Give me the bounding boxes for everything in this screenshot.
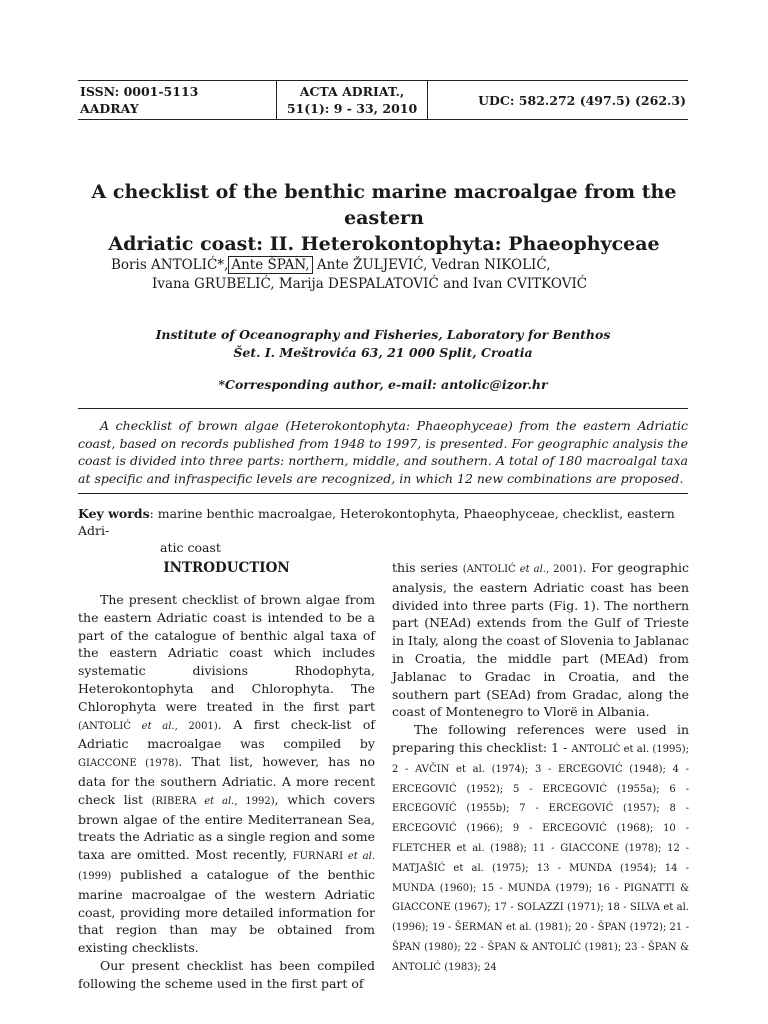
- citation: GIACCONE (1978): [78, 758, 179, 770]
- citation-etal: et al: [519, 564, 543, 575]
- text-run: . A first check-list of Adriatic macroalgae was compiled by: [78, 716, 375, 752]
- citation-year: ., 2001): [171, 720, 218, 732]
- section-heading-introduction: INTRODUCTION: [163, 560, 290, 576]
- text-run: The present checklist of brown algae from the eastern Adriatic coast is intended to be a part of the catalogue of benthic algal taxa of the eastern Adriatic coast which includes systematic divisions Rhodophyta, Heterokontophyta and Chlorophyta. The Chlorophyta were treated in the first part: [78, 592, 375, 714]
- keywords-text: : marine benthic macroalgae, Heterokontophyta, Phaeophyceae, checklist, eastern Adri-: [78, 506, 675, 538]
- citation-etal: et al: [347, 851, 372, 863]
- references-paragraph: [392, 721, 689, 976]
- citation-text: (ANTOLIĆ: [78, 720, 131, 732]
- abstract-text: A checklist of brown algae (Heterokontophyta: Phaeophyceae) from the eastern Adriatic coast, based on records published from 1948 to 1997, is presented. For geographic analysis the coast is divided into three parts: northern, middle, and southern. A total of 180 macroalgal taxa at specific and infraspecific levels are recognized, in which 12 new combinations are proposed.: [78, 418, 688, 486]
- issn: ISSN: 0001-5113: [80, 84, 199, 99]
- header-journal-cell: [276, 81, 428, 119]
- keywords-line-1: [78, 505, 688, 539]
- text-run: published a catalogue of the benthic marine macroalgae of the western Adriatic coast, providing more detailed information for that region than may be obtained from existing checklists.: [78, 866, 375, 956]
- citation-year: ., 2001): [542, 564, 583, 575]
- header-udc-cell: [428, 81, 688, 119]
- author-list: [111, 256, 587, 294]
- intro-paragraph-2: Our present checklist has been compiled following the scheme used in the first part of: [78, 957, 375, 991]
- journal-volume: 51(1): 9 - 33, 2010: [286, 101, 418, 116]
- left-column: [78, 559, 375, 993]
- citation-year: ., 1992): [231, 795, 275, 807]
- aadray: AADRAY: [80, 101, 139, 116]
- citation-text: (RIBERA: [151, 795, 197, 807]
- institution-line-1: Institute of Oceanography and Fisheries, Laboratory for Benthos: [155, 327, 611, 342]
- text-run: The following references were used in preparing this checklist: 1 -: [392, 722, 689, 755]
- corresponding-author: *Corresponding author, e-mail: antolic@izor.hr: [218, 377, 548, 392]
- citation-text: FURNARI: [292, 851, 344, 863]
- header-issn-cell: [78, 81, 276, 119]
- title-line-1: A checklist of the benthic marine macroalgae from the eastern: [91, 181, 677, 229]
- text-run: . For geographic analysis, the eastern Adriatic coast has been divided into three parts (Fig. 1). The northern part (NEAd) extends from the Gulf of Trieste in Italy, along the coast of Slovenia to Jablanac in Croatia, the middle part (MEAd) from Jablanac to Gradac in Croatia, and the southern part (SEAd) from Gradac, along the coast of Montenegro to Vlorë in Albania.: [392, 560, 689, 720]
- author-span-boxed: Ante ŠPAN,: [228, 256, 312, 274]
- paper-title: [60, 179, 708, 257]
- title-line-2: Adriatic coast: II. Heterokontophyta: Phaeophyceae: [108, 233, 660, 255]
- reference-list: ANTOLIĆ et al. (1995); 2 - AVČIN et al. (1974); 3 - ERCEGOVIĆ (1948); 4 - ERCEGOVIĆ (1952); 5 - ERCEGOVIĆ (1955a); 6 - ERCEGOVIĆ (1955b); 7 - ERCEGOVIĆ (1957); 8 - ERCEGOVIĆ (1966); 9 - ERCEGOVIĆ (1968); 10 - FLETCHER et al. (1988); 11 - GIACCONE (1978); 12 - MATJAŠIĆ et al. (1975); 13 - MUNDA (1954); 14 - MUNDA (1960); 15 - MUNDA (1979); 16 - PIGNATTI & GIACCONE (1967); 17 - SOLAZZI (1971); 18 - SILVA et al. (1996); 19 - ŠERMAN et al. (1981); 20 - ŠPAN (1972); 21 - ŠPAN (1980); 22 - ŠPAN & ANTOLIĆ (1981); 23 - ŠPAN & ANTOLIĆ (1983); 24: [392, 743, 690, 973]
- text-run: . That list, however, has no data for the southern Adriatic. A more recent check list: [78, 754, 375, 807]
- author-antolic: Boris ANTOLIĆ*,: [111, 257, 229, 273]
- journal-header: [78, 80, 688, 120]
- authors-line-2: Ivana GRUBELIĆ, Marija DESPALATOVIĆ and Ivan CVITKOVIĆ: [152, 276, 588, 292]
- text-run: this series: [392, 560, 463, 575]
- right-column: [392, 559, 689, 977]
- keywords-label: Key words: [78, 506, 150, 521]
- journal-name: ACTA ADRIAT.,: [299, 84, 405, 99]
- authors-line-1: [111, 256, 587, 275]
- text-run: , which covers brown algae of the entire Mediterranean Sea, treats the Adriatic as a single region and some taxa are omitted. Most recently,: [78, 791, 376, 863]
- intro-paragraph-1: [78, 591, 375, 957]
- keywords-text-2: atic coast: [160, 540, 221, 555]
- citation-etal: et al: [141, 720, 172, 732]
- citation: [152, 796, 275, 807]
- udc: UDC: 582.272 (497.5) (262.3): [478, 92, 686, 108]
- citation-year: . (1999): [78, 851, 375, 882]
- institution-address: Šet. I. Meštrovića 63, 21 000 Split, Croatia: [233, 345, 533, 360]
- citation-text: (ANTOLIĆ: [462, 564, 516, 575]
- right-paragraph-1: [392, 559, 689, 721]
- keywords: [78, 505, 688, 556]
- institution: [78, 326, 688, 362]
- authors-rest: Ante ŽULJEVIĆ, Vedran NIKOLIĆ,: [316, 257, 551, 273]
- abstract: [78, 408, 688, 494]
- citation: [78, 721, 218, 732]
- citation: [463, 564, 583, 575]
- citation-etal: et al: [204, 795, 232, 807]
